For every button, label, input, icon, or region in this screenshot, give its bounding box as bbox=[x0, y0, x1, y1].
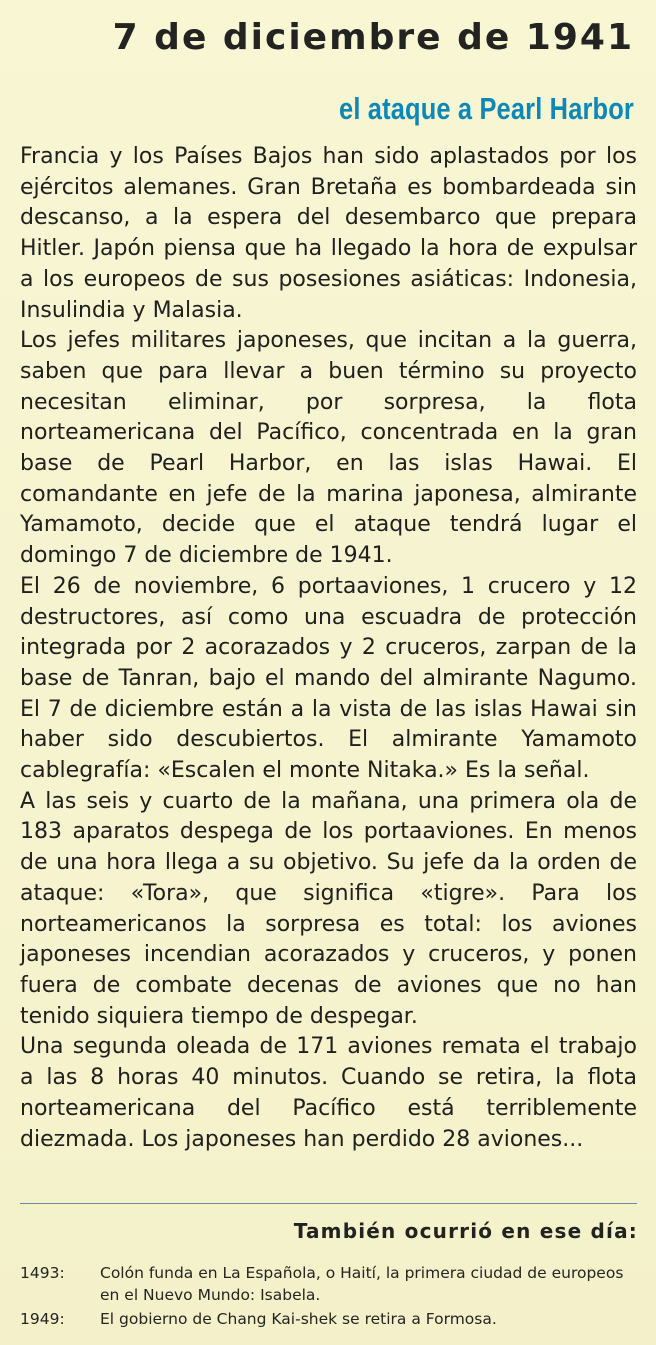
also-happened-heading: También ocurrió en ese día: bbox=[293, 1219, 638, 1243]
event-text: El gobierno de Chang Kai-shek se retira a Formosa. bbox=[100, 1310, 497, 1328]
event-item bbox=[20, 1308, 640, 1330]
article-paragraph: El 26 de noviembre, 6 portaaviones, 1 crucero y 12 destructores, así como una escuadra de protección integrada por 2 acorazados y 2 cruceros, zarpan de la base de Tanran, bajo el mando del almirante Nagumo. El 7 de diciembre están a la vista de las islas Hawai sin haber sido descubiertos. El almirante Yamamoto cablegrafía: «Escalen el monte Nitaka.» Es la señal. bbox=[20, 573, 637, 784]
event-year: 1949: bbox=[20, 1310, 65, 1328]
article-paragraph: Francia y los Países Bajos han sido aplastados por los ejércitos alemanes. Gran Bretaña es bombardeada sin descanso, a la espera del desembarco que prepara Hitler. Japón piensa que ha llegado la hora de expulsar a los europeos de sus posesiones asiáticas: Indonesia, Insulindia y Malasia. bbox=[20, 144, 637, 323]
page-title: 7 de diciembre de 1941 bbox=[112, 17, 634, 58]
page-subtitle: el ataque a Pearl Harbor bbox=[339, 91, 634, 126]
page-header bbox=[0, 16, 634, 128]
event-item bbox=[20, 1262, 640, 1306]
event-year: 1493: bbox=[20, 1264, 65, 1282]
article-paragraph: Los jefes militares japoneses, que incitan a la guerra, saben que para llevar a buen término su proyecto necesitan eliminar, por sorpresa, la flota norteamericana del Pacífico, concentrada en la gran base de Pearl Harbor, en las islas Hawai. El comandante en jefe de la marina japonesa, almirante Yamamoto, decide que el ataque tendrá lugar el domingo 7 de diciembre de 1941. bbox=[20, 328, 637, 569]
also-happened-list bbox=[20, 1262, 640, 1332]
article-paragraph: Una segunda oleada de 171 aviones remata el trabajo a las 8 horas 40 minutos. Cuando se retira, la flota norteamericana del Pacífico está terriblemente diezmada. Los japoneses han perdido 28 aviones... bbox=[20, 1034, 637, 1152]
article-body bbox=[20, 142, 637, 1155]
section-divider bbox=[20, 1203, 637, 1204]
article-paragraph: A las seis y cuarto de la mañana, una primera ola de 183 aparatos despega de los portaaviones. En menos de una hora llega a su objetivo. Su jefe da la orden de ataque: «Tora», que significa «tigre». Para los norteamericanos la sorpresa es total: los aviones japoneses incendian acorazados y cruceros, y ponen fuera de combate decenas de aviones que no han tenido siquiera tiempo de despegar. bbox=[20, 788, 637, 1029]
event-text: Colón funda en La Española, o Haití, la primera ciudad de europeos en el Nuevo Mundo: Isabela. bbox=[100, 1264, 624, 1304]
